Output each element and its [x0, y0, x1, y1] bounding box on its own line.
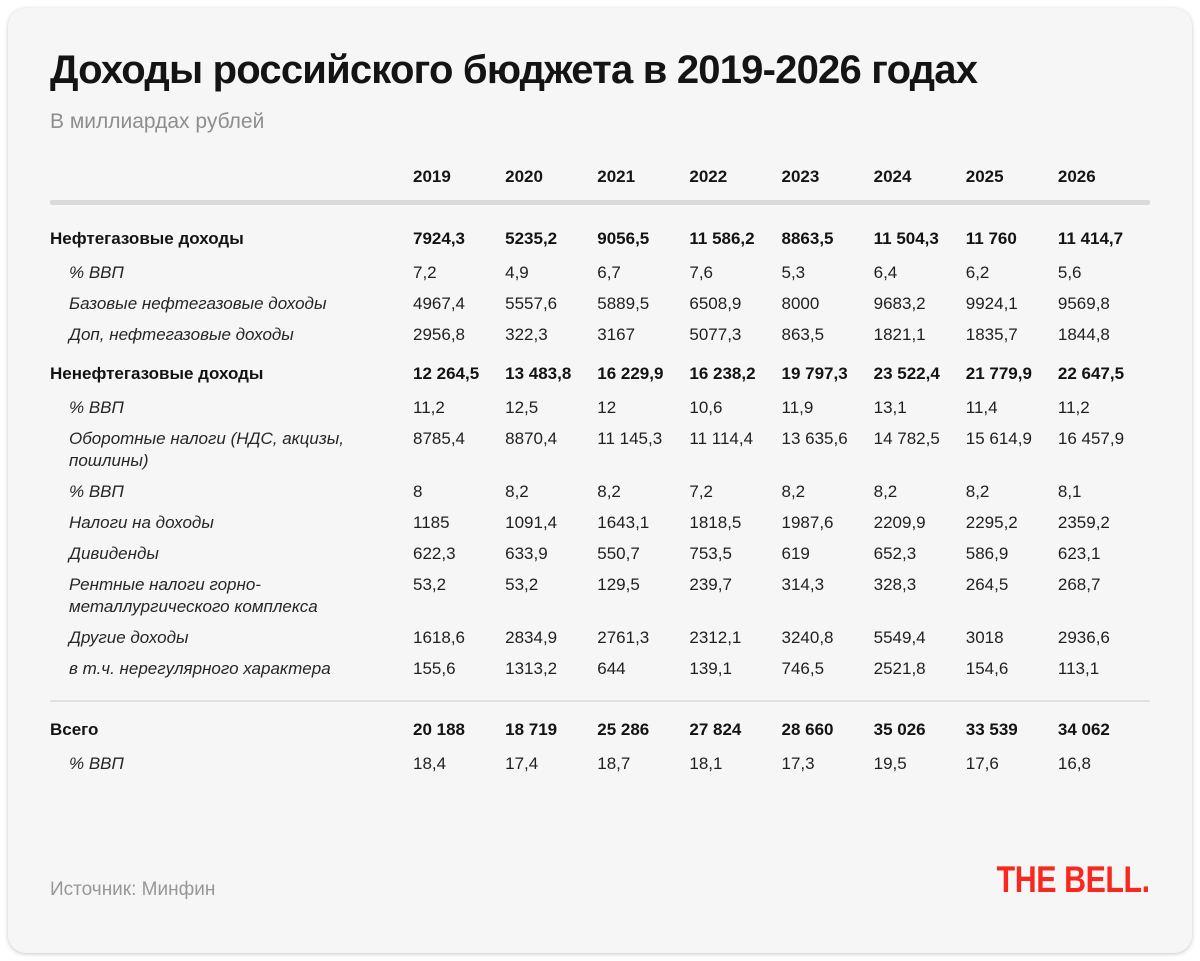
value-cell: 5,6: [1057, 262, 1082, 282]
year-column-header: 2021: [597, 167, 636, 186]
value-cell: 2521,8: [873, 658, 926, 678]
value-cell: 1185: [413, 512, 450, 532]
value-cell: 4,9: [505, 262, 529, 282]
value-cell: 27 824: [689, 719, 742, 739]
table-row: [50, 423, 1150, 476]
value-cell: 5889,5: [597, 293, 650, 313]
value-cell: 8,2: [597, 481, 621, 501]
value-cell: 5557,6: [505, 293, 558, 313]
table-row: [50, 358, 1150, 389]
value-cell: 13 635,6: [781, 428, 848, 448]
value-cell: 14 782,5: [873, 428, 940, 448]
value-cell: 12: [597, 397, 617, 417]
table-row: [50, 622, 1150, 653]
table-row: [50, 319, 1150, 350]
year-column-header: 2022: [689, 167, 728, 186]
value-cell: 622,3: [413, 543, 456, 563]
row-label: Базовые нефтегазовые доходы: [69, 293, 327, 313]
value-cell: 8,1: [1057, 481, 1082, 501]
value-cell: 11 760: [965, 228, 1017, 248]
table-row: [50, 223, 1150, 254]
value-cell: 6,4: [873, 262, 898, 282]
value-cell: 7,2: [413, 262, 437, 282]
value-cell: 11 145,3: [597, 428, 663, 448]
value-cell: 5235,2: [505, 228, 558, 248]
value-cell: 9056,5: [597, 228, 650, 248]
value-cell: 18 719: [505, 719, 558, 739]
value-cell: 11,2: [1057, 397, 1090, 417]
header-divider: [50, 200, 1150, 205]
value-cell: 113,1: [1057, 658, 1100, 678]
table-row: [50, 257, 1150, 288]
value-cell: 16,8: [1057, 753, 1091, 773]
value-cell: 16 238,2: [689, 363, 756, 383]
value-cell: 268,7: [1057, 574, 1101, 594]
value-cell: 17,6: [965, 753, 999, 773]
value-cell: 8,2: [781, 481, 806, 501]
value-cell: 623,1: [1057, 543, 1101, 563]
value-cell: 139,1: [689, 658, 732, 678]
value-cell: 11,4: [965, 397, 998, 417]
value-cell: 1313,2: [505, 658, 558, 678]
value-cell: 619: [781, 543, 810, 563]
value-cell: 550,7: [597, 543, 640, 563]
value-cell: 15 614,9: [965, 428, 1032, 448]
row-label: Налоги на доходы: [69, 512, 214, 532]
value-cell: 753,5: [689, 543, 732, 563]
value-cell: 652,3: [873, 543, 917, 563]
value-cell: 746,5: [781, 658, 825, 678]
value-cell: 1618,6: [413, 627, 465, 647]
value-cell: 239,7: [689, 574, 732, 594]
table-row: [50, 538, 1150, 569]
value-cell: 8870,4: [505, 428, 558, 448]
row-label: Нефтегазовые доходы: [50, 228, 244, 248]
value-cell: 6,2: [965, 262, 990, 282]
value-cell: 322,3: [505, 324, 548, 344]
value-cell: 53,2: [413, 574, 447, 594]
value-cell: 2209,9: [873, 512, 926, 532]
row-label: Всего: [50, 719, 99, 739]
value-cell: 328,3: [873, 574, 917, 594]
value-cell: 1987,6: [781, 512, 834, 532]
value-cell: 19 797,3: [781, 363, 848, 383]
value-cell: 53,2: [505, 574, 539, 594]
table-row: [50, 653, 1150, 684]
value-cell: 9569,8: [1057, 293, 1110, 313]
value-cell: 644: [597, 658, 626, 678]
value-cell: 129,5: [597, 574, 640, 594]
value-cell: 4967,4: [413, 293, 465, 313]
value-cell: 3167: [597, 324, 636, 344]
value-cell: 2761,3: [597, 627, 650, 647]
value-cell: 633,9: [505, 543, 548, 563]
year-column-header: 2019: [413, 167, 451, 186]
table-row: [50, 476, 1150, 507]
row-label: Дивиденды: [69, 543, 159, 563]
value-cell: 2834,9: [505, 627, 558, 647]
value-cell: 5,3: [781, 262, 806, 282]
table-row: [50, 748, 1150, 779]
footer: [50, 859, 1150, 919]
value-cell: 11 414,7: [1057, 228, 1124, 248]
value-cell: 21 779,9: [965, 363, 1032, 383]
value-cell: 13 483,8: [505, 363, 572, 383]
value-cell: 155,6: [413, 658, 456, 678]
value-cell: 5077,3: [689, 324, 742, 344]
value-cell: 863,5: [781, 324, 825, 344]
value-cell: 9683,2: [873, 293, 926, 313]
value-cell: 33 539: [965, 719, 1018, 739]
row-label: Рентные налоги горно-металлургического комплекса: [69, 574, 318, 616]
value-cell: 2359,2: [1057, 512, 1110, 532]
table-summary: [50, 714, 1150, 779]
value-cell: 586,9: [965, 543, 1009, 563]
table-body: [50, 223, 1150, 684]
value-cell: 1643,1: [597, 512, 650, 532]
year-column-header: 2020: [505, 167, 543, 186]
value-cell: 3018: [965, 627, 1004, 647]
value-cell: 11,2: [413, 397, 445, 417]
value-cell: 7,2: [689, 481, 714, 501]
table-row: [50, 714, 1150, 745]
value-cell: 23 522,4: [873, 363, 940, 383]
value-cell: 11,9: [781, 397, 814, 417]
value-cell: 18,1: [689, 753, 723, 773]
value-cell: 10,6: [689, 397, 723, 417]
value-cell: 11 114,4: [689, 428, 754, 448]
value-cell: 35 026: [873, 719, 926, 739]
value-cell: 22 647,5: [1057, 363, 1125, 383]
value-cell: 28 660: [781, 719, 834, 739]
row-label: % ВВП: [69, 481, 124, 501]
value-cell: 20 188: [413, 719, 465, 739]
value-cell: 1818,5: [689, 512, 742, 532]
value-cell: 6508,9: [689, 293, 742, 313]
row-label: Доп, нефтегазовые доходы: [69, 324, 294, 344]
value-cell: 12,5: [505, 397, 539, 417]
value-cell: 8785,4: [413, 428, 465, 448]
value-cell: 2956,8: [413, 324, 465, 344]
value-cell: 2312,1: [689, 627, 742, 647]
value-cell: 2295,2: [965, 512, 1018, 532]
value-cell: 1091,4: [505, 512, 558, 532]
row-label: % ВВП: [69, 262, 124, 282]
table-row: [50, 392, 1150, 423]
row-label: Ненефтегазовые доходы: [50, 363, 264, 383]
source-credit: Источник: Минфин: [50, 879, 216, 900]
table-row: [50, 507, 1150, 538]
infographic-card: [8, 8, 1192, 953]
value-cell: 11 586,2: [689, 228, 755, 248]
value-cell: 7924,3: [413, 228, 465, 248]
value-cell: 6,7: [597, 262, 621, 282]
row-label: % ВВП: [69, 397, 124, 417]
value-cell: 8863,5: [781, 228, 834, 248]
year-column-header: 2023: [781, 167, 820, 186]
value-cell: 16 229,9: [597, 363, 664, 383]
row-label: % ВВП: [69, 753, 124, 773]
value-cell: 8,2: [965, 481, 990, 501]
value-cell: 18,7: [597, 753, 631, 773]
table-row: [50, 288, 1150, 319]
value-cell: 25 286: [597, 719, 650, 739]
value-cell: 9924,1: [965, 293, 1018, 313]
year-header-row: [50, 167, 1150, 200]
year-column-header: 2024: [873, 167, 912, 186]
total-divider: [50, 700, 1150, 702]
row-label: Оборотные налоги (НДС, акцизы, пошлины): [69, 428, 344, 470]
value-cell: 154,6: [965, 658, 1009, 678]
value-cell: 13,1: [873, 397, 907, 417]
value-cell: 16 457,9: [1057, 428, 1125, 448]
row-label: в т.ч. нерегулярного характера: [69, 658, 331, 678]
value-cell: 1821,1: [873, 324, 926, 344]
value-cell: 8: [413, 481, 423, 501]
value-cell: 1835,7: [965, 324, 1018, 344]
page-title: Доходы российского бюджета в 2019-2026 годах: [50, 48, 978, 92]
the-bell-logo: THE BELL.: [996, 859, 1150, 900]
value-cell: 1844,8: [1057, 324, 1110, 344]
value-cell: 7,6: [689, 262, 714, 282]
revenue-table: [50, 167, 1150, 779]
value-cell: 17,4: [505, 753, 539, 773]
value-cell: 264,5: [965, 574, 1009, 594]
year-column-header: 2026: [1057, 167, 1096, 186]
page-subtitle: В миллиардах рублей: [50, 110, 265, 133]
value-cell: 17,3: [781, 753, 815, 773]
value-cell: 34 062: [1057, 719, 1110, 739]
value-cell: 18,4: [413, 753, 447, 773]
value-cell: 8000: [781, 293, 820, 313]
table-row: [50, 569, 1150, 622]
value-cell: 314,3: [781, 574, 825, 594]
value-cell: 19,5: [873, 753, 907, 773]
value-cell: 11 504,3: [873, 228, 939, 248]
value-cell: 12 264,5: [413, 363, 480, 383]
value-cell: 3240,8: [781, 627, 834, 647]
value-cell: 5549,4: [873, 627, 926, 647]
year-column-header: 2025: [965, 167, 1004, 186]
value-cell: 2936,6: [1057, 627, 1110, 647]
row-label: Другие доходы: [69, 627, 189, 647]
value-cell: 8,2: [505, 481, 529, 501]
value-cell: 8,2: [873, 481, 898, 501]
